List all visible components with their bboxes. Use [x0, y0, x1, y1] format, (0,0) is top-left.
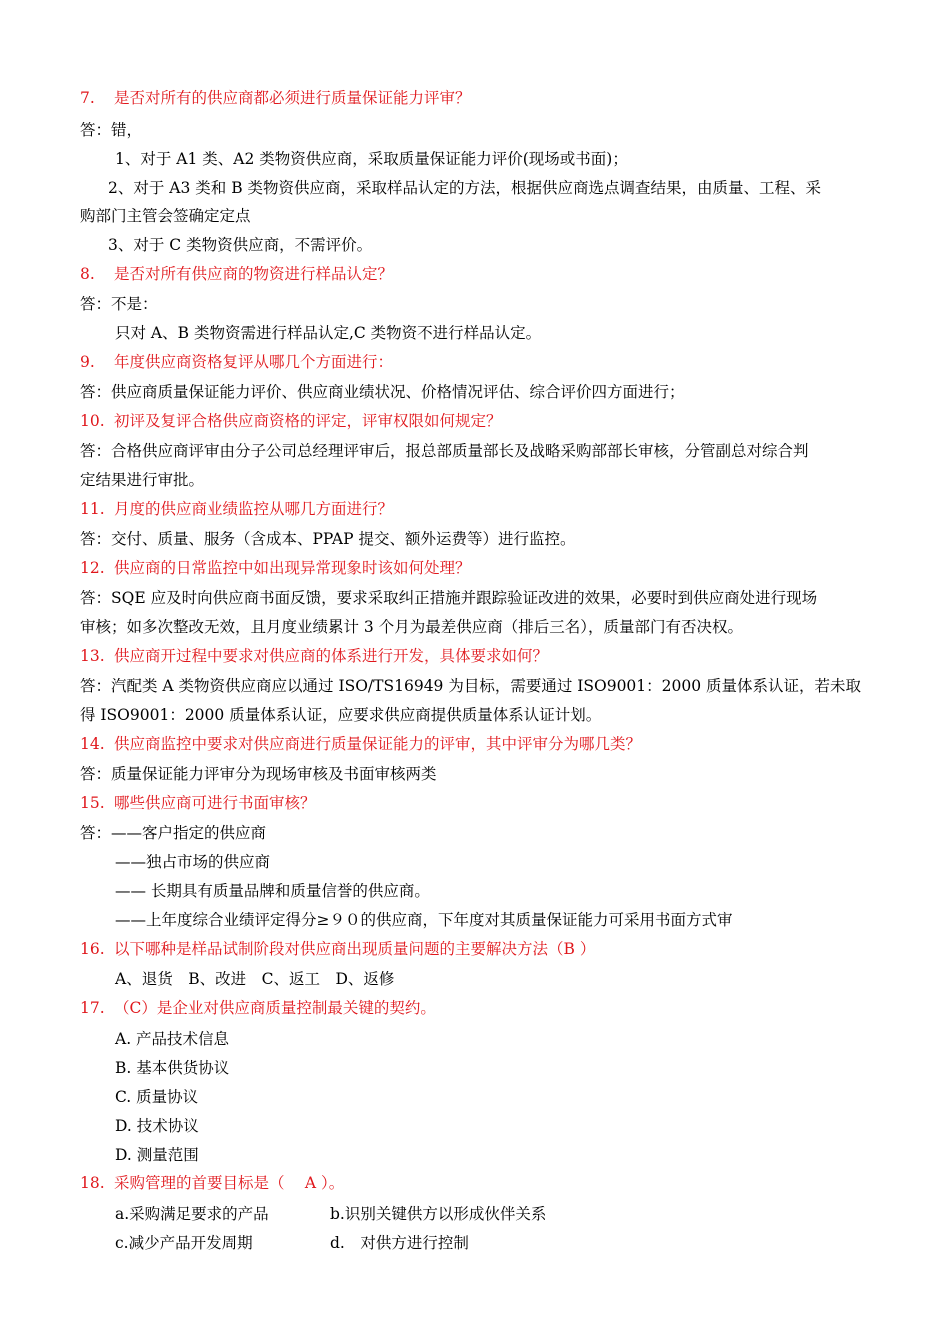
answer-text: 答：SQE 应及时向供应商书面反馈，要求采取纠正措施并跟踪验证改进的效果，必要时到供应商处进行现场 — [80, 589, 818, 607]
answer-line — [80, 529, 576, 549]
question-text: 是否对所有的供应商都必须进行质量保证能力评审？ — [114, 89, 471, 107]
answer-line — [80, 120, 142, 140]
answer-text: 答：供应商质量保证能力评价、供应商业绩状况、价格情况评估、综合评价四方面进行； — [80, 383, 685, 401]
question-text: （C）是企业对供应商质量控制最关键的契约。 — [114, 999, 436, 1017]
answer-text: A. 产品技术信息 — [115, 1030, 230, 1048]
question-number: 9. — [80, 353, 95, 371]
question-text: 年度供应商资格复评从哪几个方面进行： — [114, 353, 394, 371]
answer-text: 答：汽配类 A 类物资供应商应以通过 ISO/TS16949 为目标，需要通过 ISO9001：2000 质量体系认证，若未取 — [80, 677, 862, 695]
question-text: 是否对所有供应商的物资进行样品认定？ — [114, 265, 394, 283]
answer-line — [80, 382, 685, 402]
answer-line — [330, 1233, 469, 1253]
answer-text: 3、对于 C 类物资供应商，不需评价。 — [108, 236, 373, 254]
answer-line — [80, 206, 251, 226]
question-text: 供应商监控中要求对供应商进行质量保证能力的评审，其中评审分为哪几类？ — [114, 735, 642, 753]
answer-line — [115, 149, 628, 169]
question-line — [80, 646, 548, 666]
answer-line — [115, 1058, 229, 1078]
question-text: 采购管理的首要目标是（ A ）。 — [114, 1174, 345, 1192]
answer-text: D. 测量范围 — [115, 1146, 199, 1164]
answer-line — [115, 1233, 253, 1253]
answer-text: 定结果进行审批。 — [80, 471, 205, 489]
question-line — [80, 264, 393, 284]
answer-text: 答：错， — [80, 121, 143, 139]
question-line — [80, 793, 316, 813]
answer-line — [115, 969, 394, 989]
answer-text: 1、对于 A1 类、A2 类物资供应商，采取质量保证能力评价(现场或书面)； — [115, 150, 628, 168]
answer-line — [115, 323, 541, 343]
answer-line — [80, 764, 437, 784]
answer-line — [330, 1204, 546, 1224]
question-number: 12. — [80, 559, 105, 577]
answer-line — [115, 1116, 199, 1136]
question-number: 13. — [80, 647, 105, 665]
question-line — [80, 558, 471, 578]
answer-text: A、退货 B、改进 C、返工 D、返修 — [115, 970, 395, 988]
answer-line — [80, 441, 809, 461]
question-number: 7. — [80, 89, 95, 107]
answer-line — [115, 1029, 229, 1049]
answer-text: a.采购满足要求的产品 — [115, 1205, 269, 1223]
answer-text: 答：——客户指定的供应商 — [80, 824, 267, 842]
question-text: 供应商开过程中要求对供应商的体系进行开发，具体要求如何？ — [114, 647, 549, 665]
answer-text: —— 长期具有质量品牌和质量信誉的供应商。 — [115, 882, 430, 900]
question-number: 14. — [80, 735, 105, 753]
question-line — [80, 352, 393, 372]
answer-text: 2、对于 A3 类和 B 类物资供应商，采取样品认定的方法，根据供应商选点调查结果，由质量、工程、采 — [108, 179, 822, 197]
question-number: 8. — [80, 265, 95, 283]
answer-text: 答：合格供应商评审由分子公司总经理评审后，报总部质量部长及战略采购部部长审核，分管副总对综合判 — [80, 442, 809, 460]
answer-line — [115, 1204, 269, 1224]
question-number: 10. — [80, 412, 105, 430]
answer-text: B. 基本供货协议 — [115, 1059, 230, 1077]
question-line — [80, 88, 471, 108]
answer-text: 购部门主管会签确定定点 — [80, 207, 251, 225]
answer-text: D. 技术协议 — [115, 1117, 199, 1135]
question-number: 17. — [80, 999, 105, 1017]
question-text: 供应商的日常监控中如出现异常现象时该如何处理？ — [114, 559, 471, 577]
question-text: 初评及复评合格供应商资格的评定，评审权限如何规定？ — [114, 412, 502, 430]
answer-text: 答：交付、质量、服务（含成本、PPAP 提交、额外运费等）进行监控。 — [80, 530, 576, 548]
answer-line — [80, 676, 861, 696]
answer-text: 只对 A、B 类物资需进行样品认定,C 类物资不进行样品认定。 — [115, 324, 542, 342]
answer-text: ——独占市场的供应商 — [115, 853, 271, 871]
answer-text: d. 对供方进行控制 — [330, 1234, 469, 1252]
question-line — [80, 734, 641, 754]
answer-line — [115, 1087, 198, 1107]
answer-text: C. 质量协议 — [115, 1088, 199, 1106]
question-number: 16. — [80, 940, 105, 958]
answer-line — [108, 235, 372, 255]
question-line — [80, 1173, 344, 1193]
answer-line — [115, 852, 270, 872]
answer-text: ——上年度综合业绩评定得分≥９０的供应商，下年度对其质量保证能力可采用书面方式审 — [115, 911, 733, 929]
question-line — [80, 411, 502, 431]
question-line — [80, 998, 436, 1018]
answer-line — [115, 1145, 199, 1165]
question-number: 15. — [80, 794, 105, 812]
answer-line — [80, 294, 158, 314]
answer-line — [108, 178, 821, 198]
answer-text: 答：不是： — [80, 295, 158, 313]
question-line — [80, 499, 393, 519]
question-text: 以下哪种是样品试制阶段对供应商出现质量问题的主要解决方法（B ） — [114, 940, 596, 958]
question-number: 18. — [80, 1174, 105, 1192]
answer-text: 得 ISO9001：2000 质量体系认证，应要求供应商提供质量体系认证计划。 — [80, 706, 602, 724]
answer-text: 审核；如多次整改无效，且月度业绩累计 3 个月为最差供应商（排后三名），质量部门有否决权。 — [80, 618, 743, 636]
answer-line — [80, 705, 601, 725]
answer-line — [115, 881, 430, 901]
answer-text: b.识别关键供方以形成伙伴关系 — [330, 1205, 547, 1223]
answer-line — [80, 617, 743, 637]
question-number: 11. — [80, 500, 105, 518]
answer-line — [80, 470, 204, 490]
answer-text: 答：质量保证能力评审分为现场审核及书面审核两类 — [80, 765, 437, 783]
answer-text: c.减少产品开发周期 — [115, 1234, 253, 1252]
question-text: 月度的供应商业绩监控从哪几方面进行？ — [114, 500, 394, 518]
answer-line — [115, 910, 733, 930]
answer-line — [80, 823, 266, 843]
question-text: 哪些供应商可进行书面审核？ — [114, 794, 316, 812]
question-line — [80, 939, 595, 959]
answer-line — [80, 588, 817, 608]
